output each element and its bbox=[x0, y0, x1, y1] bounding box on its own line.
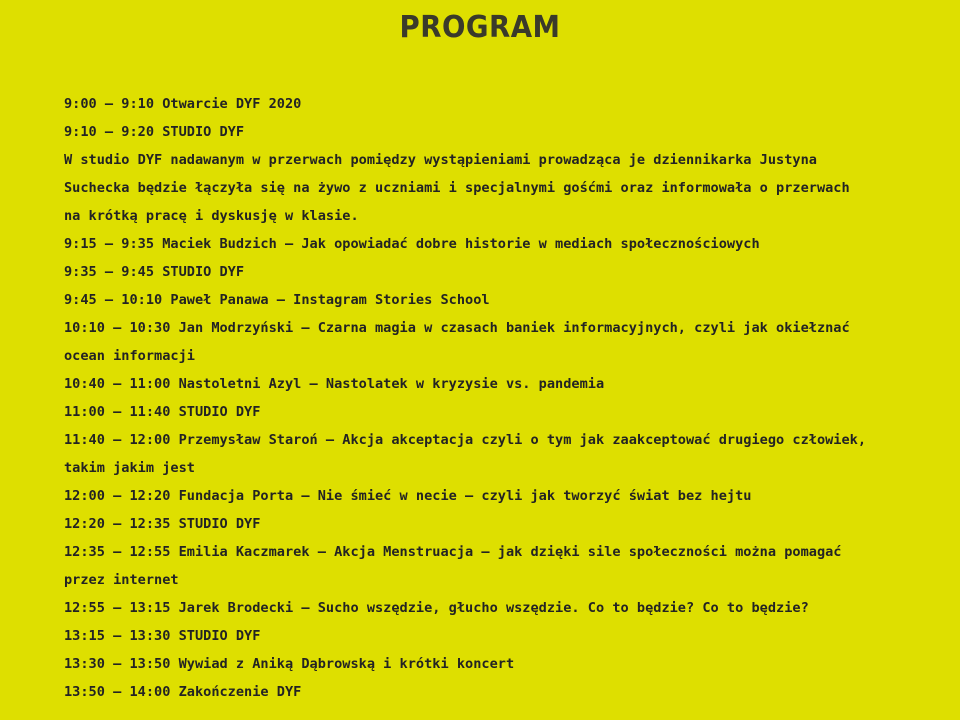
program-line: ocean informacji bbox=[64, 348, 195, 364]
program-line: 9:10 – 9:20 STUDIO DYF bbox=[64, 124, 245, 140]
program-line: 9:15 – 9:35 Maciek Budzich – Jak opowiadać dobre historie w mediach społecznościowych bbox=[64, 236, 760, 252]
program-line: 12:20 – 12:35 STUDIO DYF bbox=[64, 516, 261, 532]
program-line: 9:35 – 9:45 STUDIO DYF bbox=[64, 264, 245, 280]
program-line: 13:50 – 14:00 Zakończenie DYF bbox=[64, 684, 302, 700]
program-line: 9:45 – 10:10 Paweł Panawa – Instagram Stories School bbox=[64, 292, 490, 308]
program-line: 11:00 – 11:40 STUDIO DYF bbox=[64, 404, 261, 420]
program-line: 13:15 – 13:30 STUDIO DYF bbox=[64, 628, 261, 644]
program-line: Suchecka będzie łączyła się na żywo z uczniami i specjalnymi gośćmi oraz informowała o przerwach bbox=[64, 180, 850, 196]
program-line: 12:00 – 12:20 Fundacja Porta – Nie śmieć w necie – czyli jak tworzyć świat bez hejtu bbox=[64, 488, 752, 504]
program-line: 12:35 – 12:55 Emilia Kaczmarek – Akcja Menstruacja – jak dzięki sile społeczności można pomagać bbox=[64, 544, 842, 560]
program-line: W studio DYF nadawanym w przerwach pomiędzy wystąpieniami prowadząca je dziennikarka Justyna bbox=[64, 152, 817, 168]
program-line: 10:40 – 11:00 Nastoletni Azyl – Nastolatek w kryzysie vs. pandemia bbox=[64, 376, 605, 392]
program-line: 9:00 – 9:10 Otwarcie DYF 2020 bbox=[64, 96, 302, 112]
program-line: 11:40 – 12:00 Przemysław Staroń – Akcja akceptacja czyli o tym jak zaakceptować drugiego człowiek, bbox=[64, 432, 867, 448]
page-title: PROGRAM bbox=[399, 10, 561, 45]
program-line: 10:10 – 10:30 Jan Modrzyński – Czarna magia w czasach baniek informacyjnych, czyli jak okiełznać bbox=[64, 320, 850, 336]
program-line: na krótką pracę i dyskusję w klasie. bbox=[64, 208, 359, 224]
program-line: takim jakim jest bbox=[64, 460, 195, 476]
program-line: przez internet bbox=[64, 572, 179, 588]
program-list bbox=[64, 90, 924, 706]
program-line: 12:55 – 13:15 Jarek Brodecki – Sucho wszędzie, głucho wszędzie. Co to będzie? Co to będzie? bbox=[64, 600, 809, 616]
program-line: 13:30 – 13:50 Wywiad z Aniką Dąbrowską i krótki koncert bbox=[64, 656, 515, 672]
